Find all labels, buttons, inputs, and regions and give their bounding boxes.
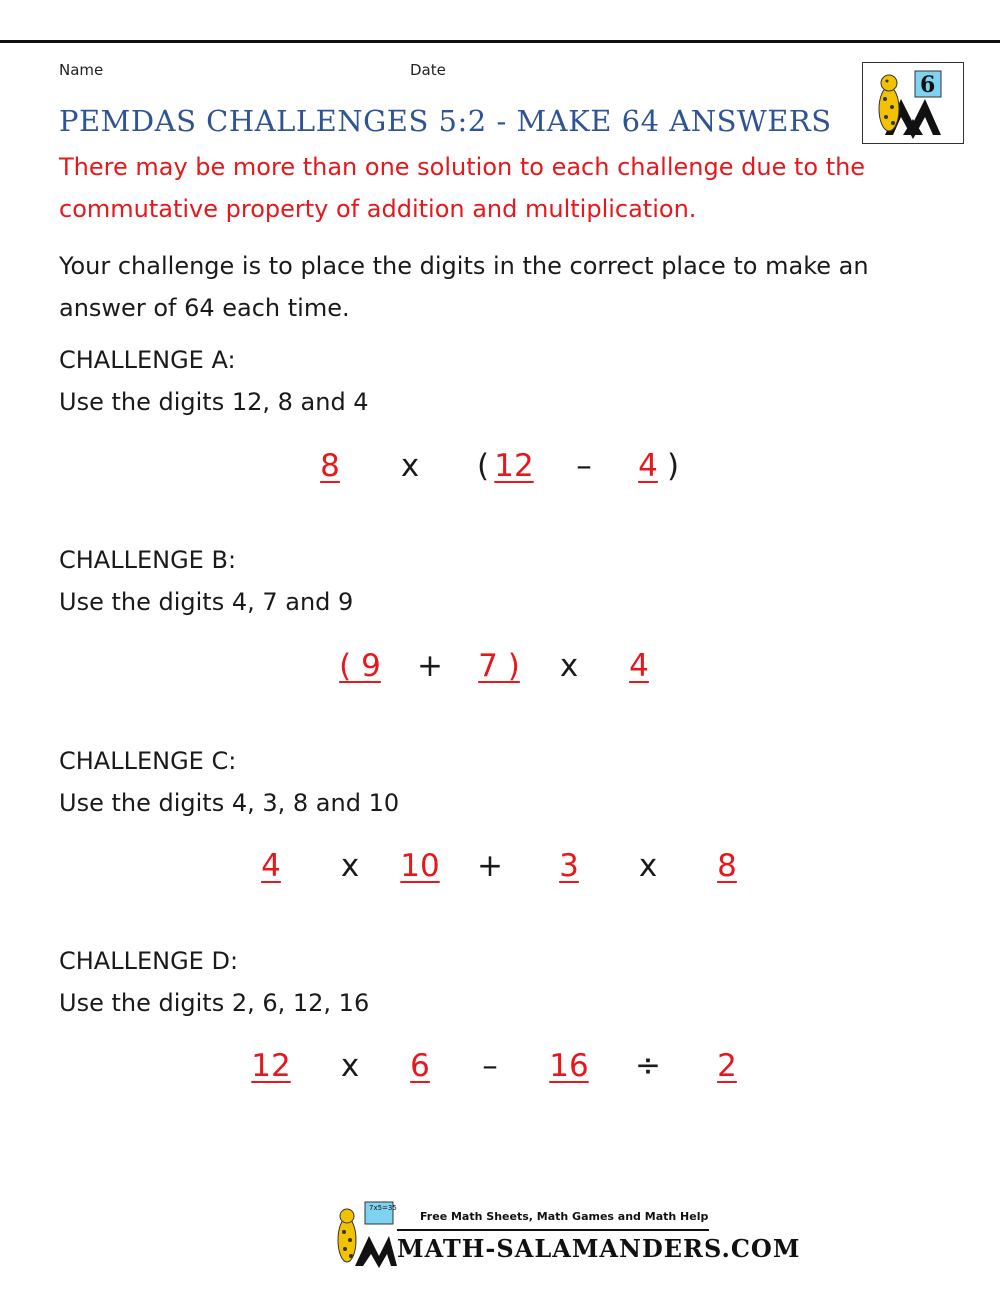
challenge-b-title: CHALLENGE B: xyxy=(59,546,237,574)
challenge-d-title: CHALLENGE D: xyxy=(59,947,239,975)
salamander-logo xyxy=(862,62,964,144)
answer-slot: 8 xyxy=(717,848,737,884)
answer-slot: 6 xyxy=(410,1048,430,1084)
intro-text: Your challenge is to place the digits in the correct place to make an answer of 64 each time. xyxy=(59,252,869,322)
answer-slot: 4 xyxy=(638,448,658,484)
name-label: Name xyxy=(59,61,104,79)
footer-badge: 7x5=35 xyxy=(369,1204,397,1212)
answer-slot: 4 xyxy=(629,648,649,684)
operator: x xyxy=(559,648,579,684)
footer-logo xyxy=(325,1198,801,1270)
answer-slot: 12 xyxy=(251,1048,291,1084)
answer-slot: 16 xyxy=(549,1048,589,1084)
answer-slot: ( 9 xyxy=(339,648,381,684)
operator: ÷ xyxy=(635,1048,661,1084)
answer-slot: 12 xyxy=(494,448,534,484)
challenge-c-desc: Use the digits 4, 3, 8 and 10 xyxy=(59,789,400,817)
operator: x xyxy=(638,848,658,884)
challenge-a-equation xyxy=(0,447,1000,487)
operator: x xyxy=(340,848,360,884)
footer-rule xyxy=(397,1229,709,1231)
operator: – xyxy=(482,1048,498,1084)
answer-slot: 7 ) xyxy=(478,648,520,684)
operator: + xyxy=(477,848,503,884)
challenge-d-desc: Use the digits 2, 6, 12, 16 xyxy=(59,989,370,1017)
operator: + xyxy=(417,648,443,684)
grade-badge: 6 xyxy=(920,72,936,98)
challenge-a-title: CHALLENGE A: xyxy=(59,346,236,374)
answer-slot: 3 xyxy=(559,848,579,884)
challenge-a-desc: Use the digits 12, 8 and 4 xyxy=(59,388,369,416)
operator: x xyxy=(400,448,420,484)
challenge-b-desc: Use the digits 4, 7 and 9 xyxy=(59,588,354,616)
challenge-c-equation xyxy=(0,847,1000,887)
operator: – xyxy=(576,448,592,484)
date-label: Date xyxy=(410,61,446,79)
commutative-note: There may be more than one solution to each challenge due to the commutative property of addition and multiplication. xyxy=(59,153,866,223)
salamander-icon xyxy=(863,63,963,143)
footer-brand: MATH-SALAMANDERS.COM xyxy=(397,1234,801,1263)
answer-slot: 4 xyxy=(261,848,281,884)
operator: x xyxy=(340,1048,360,1084)
challenge-c-title: CHALLENGE C: xyxy=(59,747,237,775)
challenge-b-equation xyxy=(0,647,1000,687)
open-paren: ( xyxy=(476,448,490,484)
challenge-d-equation xyxy=(0,1047,1000,1087)
close-paren: ) xyxy=(666,448,680,484)
footer-tagline: Free Math Sheets, Math Games and Math Help xyxy=(420,1210,709,1223)
answer-slot: 10 xyxy=(400,848,440,884)
answer-slot: 2 xyxy=(717,1048,737,1084)
answer-slot: 8 xyxy=(320,448,340,484)
page-title: PEMDAS CHALLENGES 5:2 - MAKE 64 ANSWERS xyxy=(59,104,832,138)
top-rule xyxy=(0,40,1000,43)
